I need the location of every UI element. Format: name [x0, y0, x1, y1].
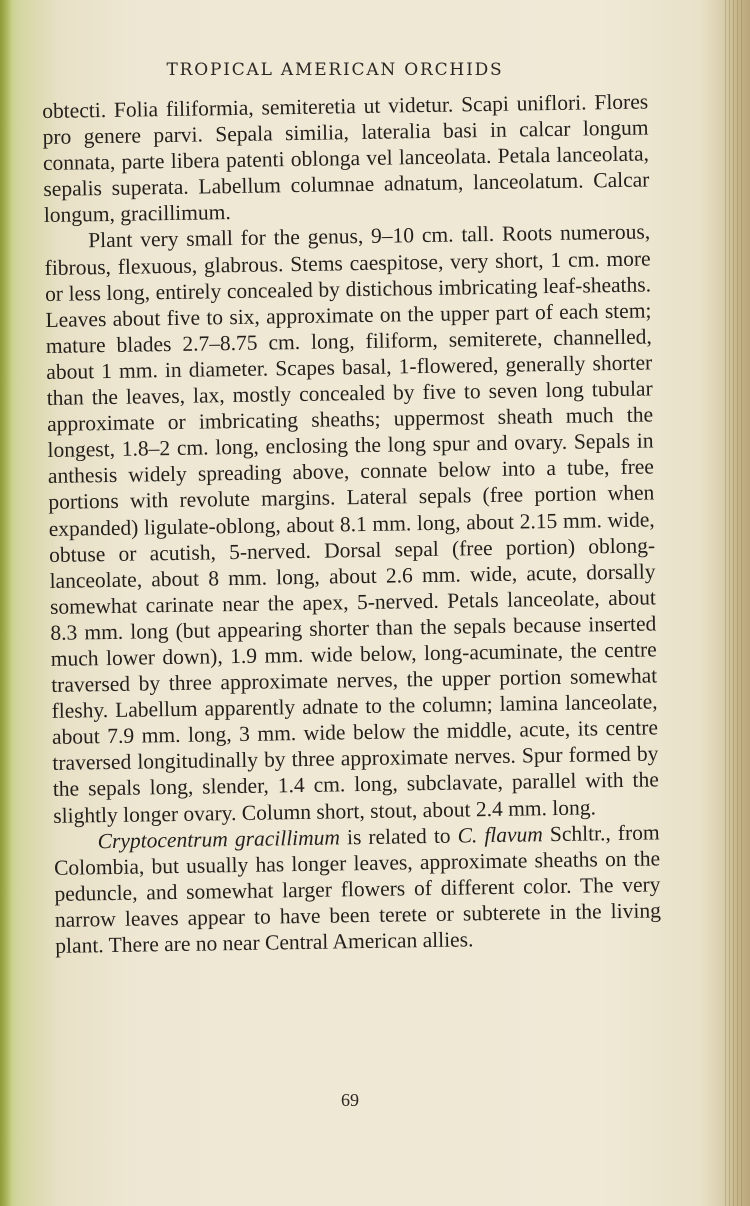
related-species: C. flavum — [457, 821, 544, 848]
body-text — [42, 88, 661, 959]
discussion-text-b: Schltr., from Colombia, but usually has longer leaves, approximate sheaths on the peduncle, and somewhat larger flowers of different color. The very narrow leaves appear to have been terete or subterete in the living plant. There are no near Central American allies. — [53, 820, 662, 958]
page-number: 69 — [341, 1090, 359, 1110]
discussion-text-a: is related to — [339, 823, 458, 850]
page-edge — [722, 0, 744, 1206]
species-name: Cryptocentrum gracillimum — [97, 825, 341, 853]
english-description: Plant very small for the genus, 9–10 cm. tall. Roots numerous, fibrous, flexuous, glabrous. Stems caespitose, very short, 1 cm. more or less long, entirely concealed by distichous imbricating leaf-sheaths. Leaves about five to six, approximate on the upper part of each stem; mature blades 2.7–8.75 cm. long, filiform, semiterete, channelled, about 1 mm. in diameter. Scapes basal, 1-flowered, generally shorter than the leaves, lax, mostly concealed by five to seven long tubular approximate or imbricating sheaths; uppermost sheath much the longest, 1.8–2 cm. long, enclosing the long spur and ovary. Sepals in anthesis widely spreading above, connate below into a tube, free portions with revolute margins. Lateral sepals (free portion when expanded) ligulate-oblong, about 8.1 mm. long, about 2.15 mm. wide, obtuse or acutish, 5-nerved. Dorsal sepal (free portion) oblong-lanceolate, about 8 mm. long, about 2.6 mm. wide, acute, dorsally somewhat carinate near the apex, 5-nerved. Petals lanceolate, about 8.3 mm. long (but appearing shorter than the sepals because inserted much lower down), 1.9 mm. wide below, long-acuminate, the centre traversed by three approximate nerves, the upper portion somewhat fleshy. Labellum apparently adnate to the column; lamina lanceolate, about 7.9 mm. long, 3 mm. wide below the middle, acute, its centre traversed longitudinally by three approximate nerves. Spur formed by the sepals long, slender, 1.4 cm. long, subclavate, parallel with the slightly longer ovary. Column short, stout, about 2.4 mm. long. — [44, 219, 659, 828]
running-head: TROPICAL AMERICAN ORCHIDS — [166, 60, 504, 80]
gutter-shadow — [0, 0, 12, 1206]
latin-description: obtecti. Folia filiformia, semiteretia ut videtur. Scapi uniflori. Flores pro genere parvi. Sepala similia, lateralia basi in calcar longum connata, parte libera patenti oblonga vel lanceolata. Petala lanceolata, sepalis superata. Labellum columnae adnatum, lanceolatum. Calcar longum, gracillimum. — [42, 89, 650, 228]
discussion-paragraph — [53, 819, 661, 959]
